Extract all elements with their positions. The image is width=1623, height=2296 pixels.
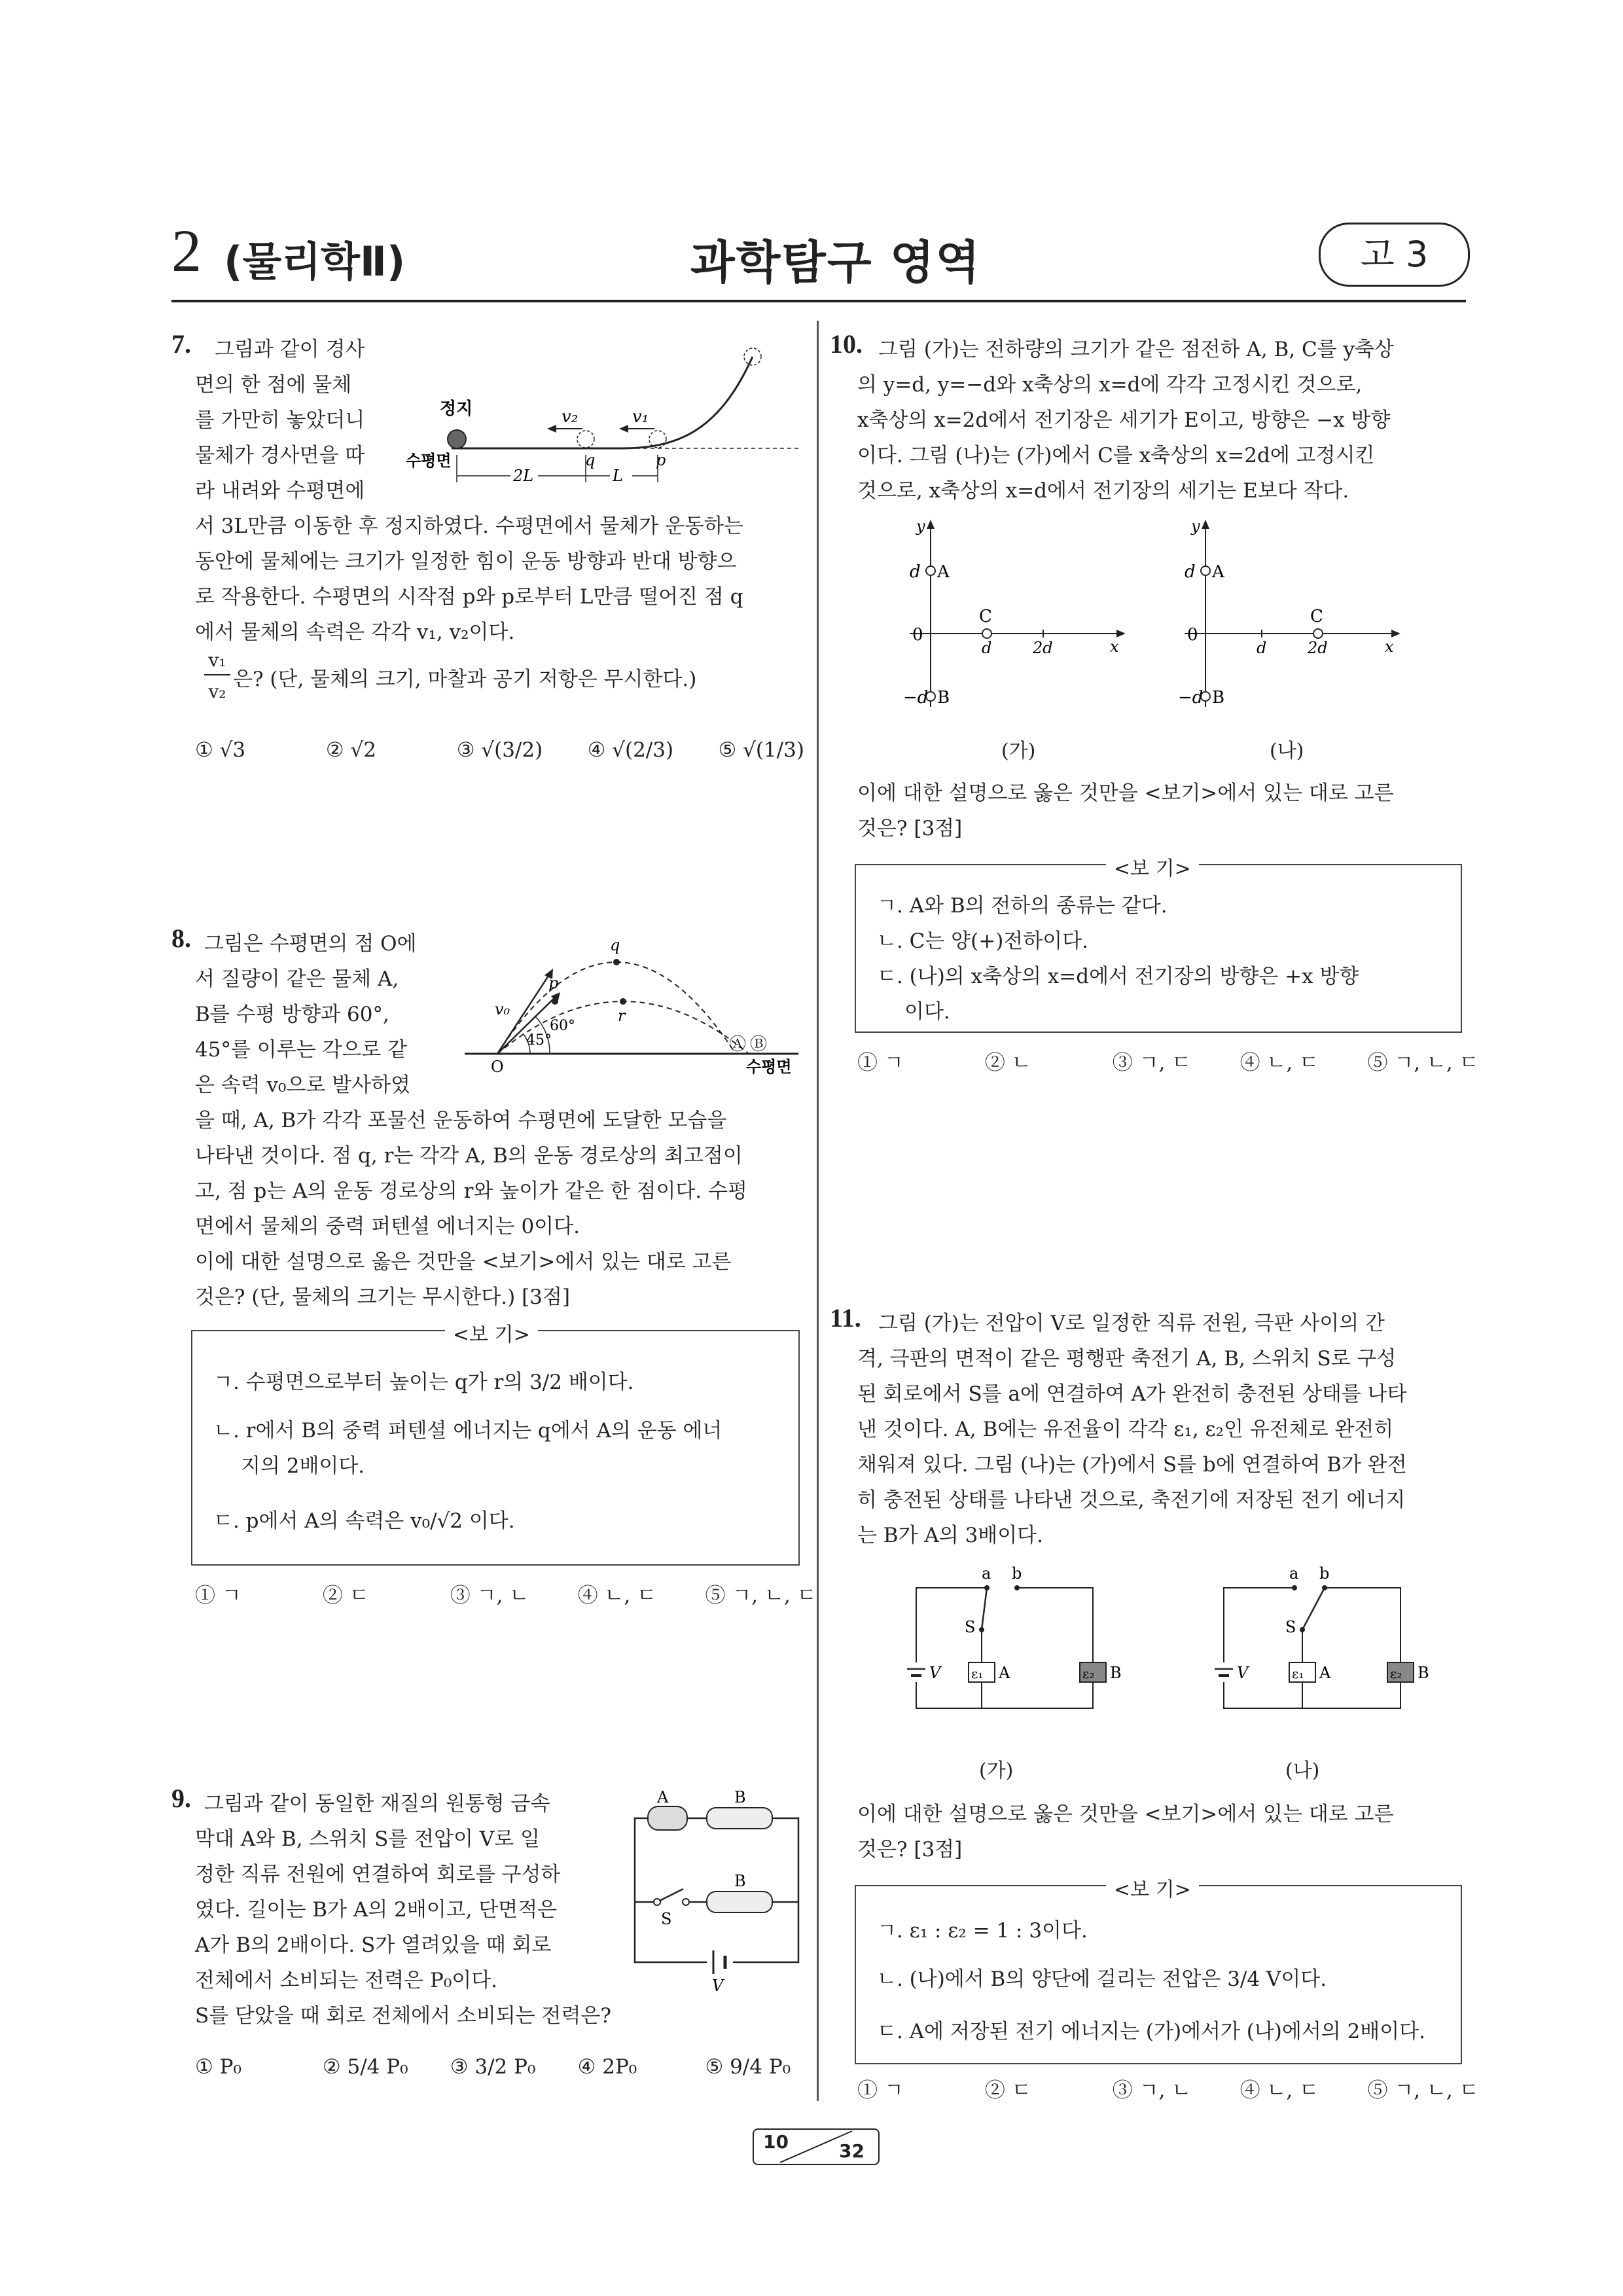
q10-line: x축상의 x=2d에서 전기장은 세기가 E이고, 방향은 −x 방향 [857,408,1391,432]
page-number: 2 [171,217,202,284]
charge-b-label: B [1212,688,1225,708]
p-label: p [656,451,666,469]
voltage-label: V [929,1664,941,1682]
q8-line: 을 때, A, B가 각각 포물선 운동하여 수평면에 도달한 모습을 [195,1109,727,1132]
terminal-a-label: a [1289,1564,1299,1583]
ground-label: 수평면 [746,1057,792,1076]
q11-line: 이에 대한 설명으로 옳은 것만을 <보기>에서 있는 대로 고른 [857,1803,1394,1826]
q8-line: 서 질량이 같은 물체 A, [195,967,399,991]
voltage-label: V [712,1977,724,1995]
q11-line: 격, 극판의 면적이 같은 평행판 축전기 A, B, 스위치 S로 구성 [857,1347,1397,1371]
charge-a-label: A [1212,562,1224,582]
q7-frac-num: v₁ [208,649,226,671]
y-axis-label: y [1191,517,1200,535]
object-a-label: Ⓐ [729,1035,747,1054]
q8-number: 8. [171,924,191,953]
option[interactable]: ④ ㄴ, ㄷ [1240,2079,1319,2102]
q7-number: 7. [171,329,191,359]
q-label: q [585,451,596,469]
figure-caption: (가) [1001,740,1036,762]
q11-options [857,2073,1488,2103]
rod-b-label: B [734,1872,746,1890]
tick-label: d [1257,639,1267,657]
q7-line: 그림과 같이 경사 [215,338,365,361]
q11-circuit-na [1204,1564,1429,1721]
page-indicator [753,2128,880,2165]
option[interactable]: ④ ㄴ, ㄷ [1240,1051,1319,1075]
figure-caption: (나) [1285,1759,1320,1782]
q11-line: 는 B가 A의 3배이다. [857,1524,1043,1547]
v1-label: v₁ [632,407,649,427]
option[interactable]: ④ 2P₀ [577,2055,637,2079]
switch-label: S [965,1618,976,1636]
q8-options [195,1579,826,1608]
tick-label: 2d [1308,639,1328,657]
q7-incline-figure [399,331,805,497]
q11-circuit-ga [897,1564,1122,1721]
q8-line: 면에서 물체의 중력 퍼텐셜 에너지는 0이다. [195,1215,580,1238]
q10-item: 이다. [904,1000,950,1024]
q10-item: ㄷ. (나)의 x축상의 x=d에서 전기장의 방향은 +x 방향 [877,965,1359,988]
option[interactable]: ③ 3/2 P₀ [450,2055,536,2079]
option[interactable]: ⑤ 9/4 P₀ [705,2055,791,2079]
capacitor-b-label: B [1418,1664,1429,1682]
angle-60-label: 60° [550,1018,575,1034]
option[interactable]: ⑤ ㄱ, ㄴ, ㄷ [1367,2079,1479,2102]
charge-a-label: A [937,562,950,582]
angle-45-label: 45° [526,1032,552,1049]
q11-box-title: <보 기> [1106,1873,1199,1902]
epsilon2-label: ε₂ [1082,1666,1095,1681]
q10-line: 것으로, x축상의 x=d에서 전기장의 세기는 E보다 작다. [857,479,1349,503]
option[interactable]: ③ ㄱ, ㄴ [1112,2079,1192,2102]
epsilon1-label: ε₁ [971,1666,984,1681]
q10-box-title: <보 기> [1106,852,1199,881]
x-axis-label: x [1110,637,1119,656]
terminal-a-label: a [982,1564,991,1583]
q9-line: 막대 A와 B, 스위치 S를 전압이 V로 일 [195,1827,540,1851]
q7-line: 로 작용한다. 수평면의 시작점 p와 p로부터 L만큼 떨어진 점 q [195,585,743,609]
q11-line: 된 회로에서 S를 a에 연결하여 A가 완전히 충전된 상태를 나타 [857,1382,1407,1406]
option[interactable]: ① ㄱ [195,1584,241,1607]
tick-label: −d [903,688,929,708]
q10-line: 이다. 그림 (나)는 (가)에서 C를 x축상의 x=2d에 고정시킨 [857,444,1375,467]
stop-label: 정지 [440,399,473,419]
q8-projectile-figure [458,923,805,1080]
grade-badge: 고 3 [1319,223,1470,287]
distance-2L-label: 2L [513,467,534,485]
q9-line: A가 B의 2배이다. S가 열려있을 때 회로 [195,1933,552,1957]
option[interactable]: ② 5/4 P₀ [322,2055,408,2079]
p-label: p [548,974,559,992]
switch-label: S [1285,1618,1296,1636]
epsilon1-label: ε₁ [1292,1666,1304,1681]
q8-box-title: <보 기> [445,1318,538,1347]
v0-label: v₀ [495,1000,510,1018]
tick-label: d [982,639,992,657]
distance-L-label: L [613,467,623,485]
q9-number: 9. [171,1784,191,1813]
q10-item: ㄴ. C는 양(+)전하이다. [877,929,1088,953]
q10-number: 10. [830,329,863,359]
q7-question: 은? (단, 물체의 크기, 마찰과 공기 저항은 무시한다.) [233,668,697,691]
q7-line: 물체가 경사면을 따 [195,444,365,467]
q10-line: 이에 대한 설명으로 옳은 것만을 <보기>에서 있는 대로 고른 [857,781,1394,805]
q10-options [857,1046,1488,1075]
q10-item: ㄱ. A와 B의 전하의 종류는 같다. [877,894,1168,918]
voltage-label: V [1237,1664,1249,1682]
x-axis-label: x [1385,637,1394,656]
option[interactable]: ① P₀ [195,2055,241,2079]
option[interactable]: ② √2 [325,738,376,762]
q7-line: 에서 물체의 속력은 각각 v₁, v₂이다. [195,620,515,644]
origin-label: 0 [912,625,923,645]
charge-c-label: C [979,607,992,626]
fraction-bar [204,674,230,675]
option[interactable]: ⑤ √(1/3) [718,738,804,762]
object-b-label: Ⓑ [750,1035,768,1054]
option[interactable]: ① √3 [195,738,246,762]
tick-label: 2d [1033,639,1053,657]
q10-line: 그림 (가)는 전하량의 크기가 같은 점전하 A, B, C를 y축상 [878,338,1394,361]
q7-frac-den: v₂ [208,681,226,702]
charge-c-label: C [1310,607,1323,626]
q9-line: 그림과 같이 동일한 재질의 원통형 금속 [204,1792,550,1816]
page-total: 32 [839,2140,865,2162]
q7-line: 라 내려와 수평면에 [195,479,365,503]
terminal-b-label: b [1012,1564,1022,1583]
subject-label: (물리학Ⅱ) [224,238,406,285]
option[interactable]: ③ ㄱ, ㄷ [1112,1051,1192,1075]
origin-label: 0 [1187,625,1198,645]
q7-line: 서 3L만큼 이동한 후 정지하였다. 수평면에서 물체가 운동하는 [195,514,743,538]
option[interactable]: ④ ㄴ, ㄷ [577,1584,657,1607]
option[interactable]: ⑤ ㄱ, ㄴ, ㄷ [705,1584,817,1607]
switch-label: S [661,1910,672,1928]
option[interactable]: ② ㄷ [984,2079,1031,2102]
q8-line: B를 수평 방향과 60°, [195,1003,389,1026]
option[interactable]: ① ㄱ [857,2079,904,2102]
q8-item: ㄷ. p에서 A의 속력은 v₀/√2 이다. [213,1509,515,1533]
q8-item: 지의 2배이다. [241,1454,365,1478]
q9-line: 전체에서 소비되는 전력은 P₀이다. [195,1969,497,1992]
column-divider [817,321,819,2101]
q8-line: 고, 점 p는 A의 운동 경로상의 r와 높이가 같은 한 점이다. 수평 [195,1179,747,1203]
option[interactable]: ③ √(3/2) [456,738,543,762]
epsilon2-label: ε₂ [1390,1666,1402,1681]
q11-item: ㄷ. A에 저장된 전기 에너지는 (가)에서가 (나)에서의 2배이다. [877,2020,1425,2043]
terminal-b-label: b [1319,1564,1330,1583]
figure-caption: (가) [979,1759,1014,1782]
header-rule [171,300,1466,302]
ground-label: 수평면 [406,451,452,470]
tick-label: d [910,562,921,582]
rod-b-label: B [734,1788,746,1806]
rod-a-label: A [657,1788,669,1806]
capacitor-a-label: A [999,1664,1010,1682]
q7-line: 면의 한 점에 물체 [195,373,352,397]
q9-line: S를 닫았을 때 회로 전체에서 소비되는 전력은? [195,2004,612,2028]
figure-caption: (나) [1270,740,1304,762]
capacitor-b-label: B [1110,1664,1122,1682]
option[interactable]: ⑤ ㄱ, ㄴ, ㄷ [1367,1051,1479,1075]
q-label: q [610,936,620,954]
option[interactable]: ② ㄴ [984,1051,1031,1075]
charge-b-label: B [937,688,950,708]
page-current: 10 [763,2131,789,2153]
q10-line: 것은? [3점] [857,817,963,840]
tick-label: −d [1178,688,1204,708]
q11-line: 낸 것이다. A, B에는 유전율이 각각 ε₁, ε₂인 유전체로 완전히 [857,1418,1394,1441]
option[interactable]: ② ㄷ [322,1584,369,1607]
block-stopped-icon [448,430,466,448]
q8-line: 나타낸 것이다. 점 q, r는 각각 A, B의 운동 경로상의 최고점이 [195,1144,743,1168]
r-label: r [618,1007,626,1025]
q10-figure-na [1178,517,1414,713]
q8-item: ㄴ. r에서 B의 중력 퍼텐셜 에너지는 q에서 A의 운동 에너 [213,1419,722,1443]
q10-line: 의 y=d, y=−d와 x축상의 x=d에 각각 고정시킨 것으로, [857,373,1363,397]
q8-line: 그림은 수평면의 점 O에 [204,932,417,956]
q8-line: 은 속력 v₀으로 발사하였 [195,1073,411,1097]
q9-line: 정한 직류 전원에 연결하여 회로를 구성하 [195,1863,561,1886]
q8-line: 이에 대한 설명으로 옳은 것만을 <보기>에서 있는 대로 고른 [195,1250,732,1274]
q10-figure-ga [903,517,1139,713]
q8-line: 것은? (단, 물체의 크기는 무시한다.) [3점] [195,1285,570,1309]
q11-line: 채워져 있다. 그림 (나)는 (가)에서 S를 b에 연결하여 B가 완전 [857,1453,1407,1477]
q8-line: 45°를 이루는 각으로 같 [195,1038,408,1062]
q11-item: ㄴ. (나)에서 B의 양단에 걸리는 전압은 3/4 V이다. [877,1967,1327,1991]
q7-line: 를 가만히 놓았더니 [195,408,365,432]
q7-options [195,738,842,762]
q11-number: 11. [830,1303,861,1333]
option[interactable]: ③ ㄱ, ㄴ [450,1584,529,1607]
q11-line: 그림 (가)는 전압이 V로 일정한 직류 전원, 극판 사이의 간 [878,1312,1385,1335]
tick-label: d [1185,562,1196,582]
q11-line: 것은? [3점] [857,1838,963,1861]
origin-label: O [491,1058,504,1076]
exam-title: 과학탐구 영역 [690,236,982,289]
option[interactable]: ④ √(2/3) [587,738,674,762]
q9-line: 였다. 길이는 B가 A의 2배이고, 단면적은 [195,1898,558,1922]
q11-item: ㄱ. ε₁ : ε₂ = 1 : 3이다. [877,1919,1088,1943]
q7-line: 동안에 물체에는 크기가 일정한 힘이 운동 방향과 반대 방향으 [195,550,737,573]
capacitor-a-label: A [1319,1664,1331,1682]
q9-options [195,2055,826,2079]
q11-line: 히 충전된 상태를 나타낸 것으로, 축전기에 저장된 전기 에너지 [857,1488,1406,1512]
option[interactable]: ① ㄱ [857,1051,904,1075]
y-axis-label: y [916,517,925,535]
v2-label: v₂ [562,407,579,427]
q9-circuit-figure [628,1787,805,1996]
q8-item: ㄱ. 수평면으로부터 높이는 q가 r의 3/2 배이다. [213,1371,634,1394]
